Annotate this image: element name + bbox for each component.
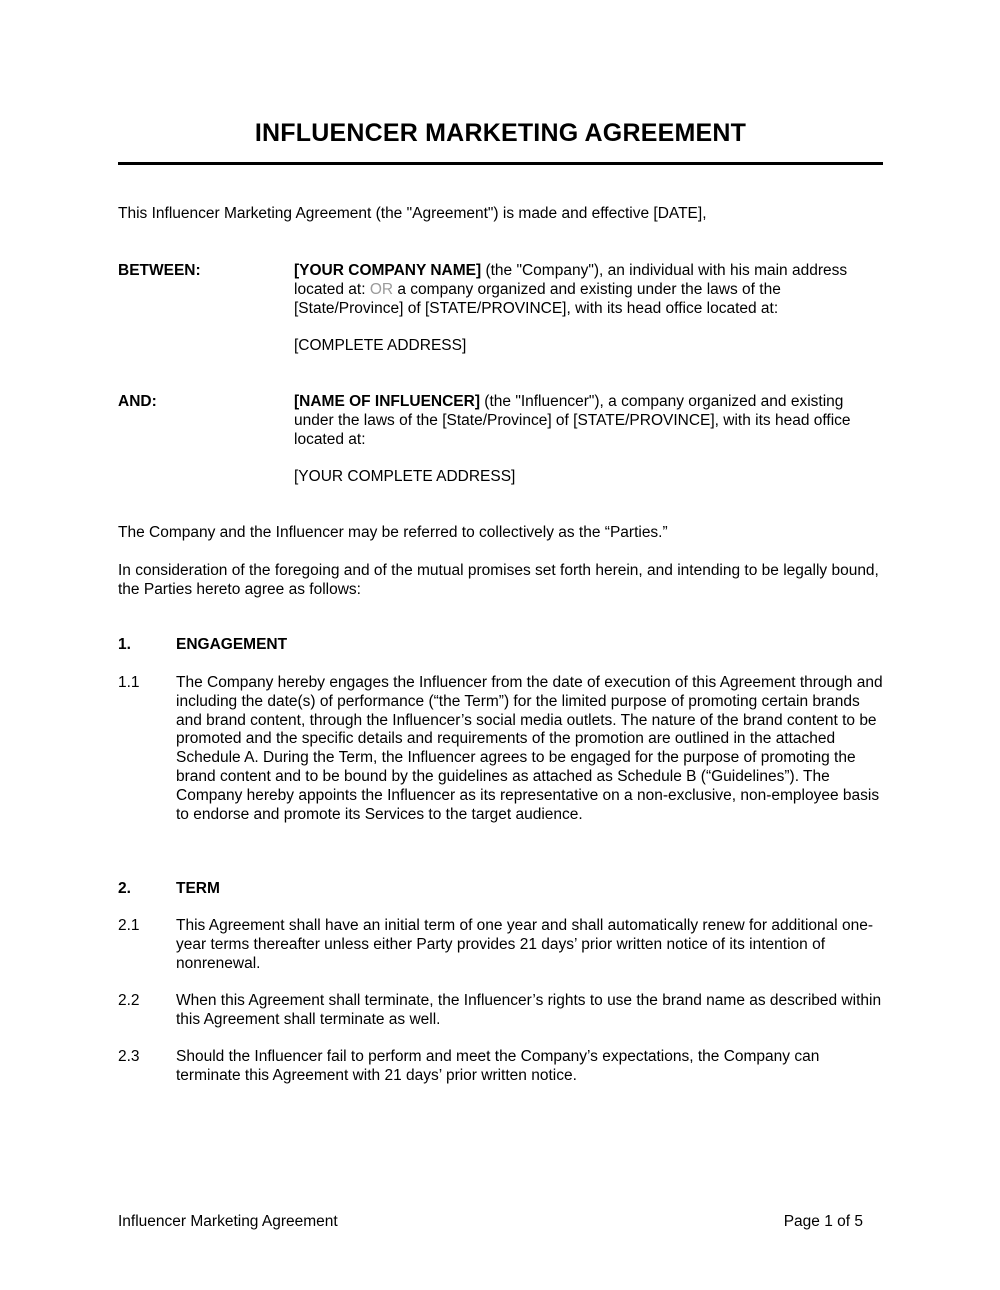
section-1-heading: ENGAGEMENT xyxy=(176,636,288,653)
consideration-paragraph: In consideration of the foregoing and of the mutual promises set forth herein, and intending to be legally bound, the Parties hereto agree as follows: xyxy=(118,562,879,598)
and-party-paragraph xyxy=(294,393,884,449)
footer-document-title: Influencer Marketing Agreement xyxy=(118,1213,338,1230)
section-2-heading: TERM xyxy=(176,880,220,897)
clause-2-3-text: Should the Influencer fail to perform and meet the Company’s expectations, the Company can terminate this Agreement with 21 days’ prior written notice. xyxy=(176,1048,820,1084)
clause-2-1-text: This Agreement shall have an initial term of one year and shall automatically renew for additional one-year terms thereafter unless either Party provides 21 days’ prior written notice of its intention of nonrenewal. xyxy=(176,917,874,972)
company-address-placeholder: [COMPLETE ADDRESS] xyxy=(294,337,467,354)
clause-1-1-text: The Company hereby engages the Influencer from the date of execution of this Agreement through and including the date(s) of performance (“the Term”) for the limited purpose of promoting certain brands and brand content, through the Influencer’s social media outlets. The nature of the brand content to be promoted and the specific details and requirements of the promotion are outlined in the attached Schedule A. During the Term, the Influencer agrees to be engaged for the purpose of promoting the brand content and to be bound by the guidelines as attached as Schedule B (“Guidelines”). The Company hereby appoints the Influencer as its representative on a non-exclusive, non-employee basis to endorse and promote its Services to the target audience. xyxy=(176,674,883,823)
between-text-a: (the "Company"), an individual with his main address located at: xyxy=(294,262,848,298)
influencer-name-placeholder: [NAME OF INFLUENCER] xyxy=(294,393,480,410)
clause-1-1-number: 1.1 xyxy=(118,674,140,691)
section-1-number: 1. xyxy=(118,636,131,653)
and-text: (the "Influencer"), a company organized and existing under the laws of the [State/Province] of [STATE/PROVINCE], with its head office located at: xyxy=(294,393,851,448)
or-marker: OR xyxy=(369,280,394,298)
between-party-paragraph xyxy=(294,262,884,318)
footer-page-number: Page 1 of 5 xyxy=(783,1213,863,1230)
between-text-b: a company organized and existing under the laws of the [State/Province] of [STATE/PROVINCE], with its head office located at: xyxy=(294,280,781,317)
and-label: AND: xyxy=(118,393,157,410)
document-title: INFLUENCER MARKETING AGREEMENT xyxy=(254,119,747,147)
parties-note: The Company and the Influencer may be referred to collectively as the “Parties.” xyxy=(118,524,668,541)
between-label: BETWEEN: xyxy=(118,262,201,279)
company-name-placeholder: [YOUR COMPANY NAME] xyxy=(294,262,482,279)
clause-2-2-text: When this Agreement shall terminate, the Influencer’s rights to use the brand name as described within this Agreement shall terminate as well. xyxy=(176,992,882,1028)
title-divider xyxy=(118,162,883,165)
section-2-number: 2. xyxy=(118,880,131,897)
clause-2-2-number: 2.2 xyxy=(118,992,140,1009)
clause-2-3-number: 2.3 xyxy=(118,1048,140,1065)
intro-paragraph: This Influencer Marketing Agreement (the "Agreement") is made and effective [DATE], xyxy=(118,205,707,222)
influencer-address-placeholder: [YOUR COMPLETE ADDRESS] xyxy=(294,468,516,485)
clause-2-1-number: 2.1 xyxy=(118,917,140,934)
